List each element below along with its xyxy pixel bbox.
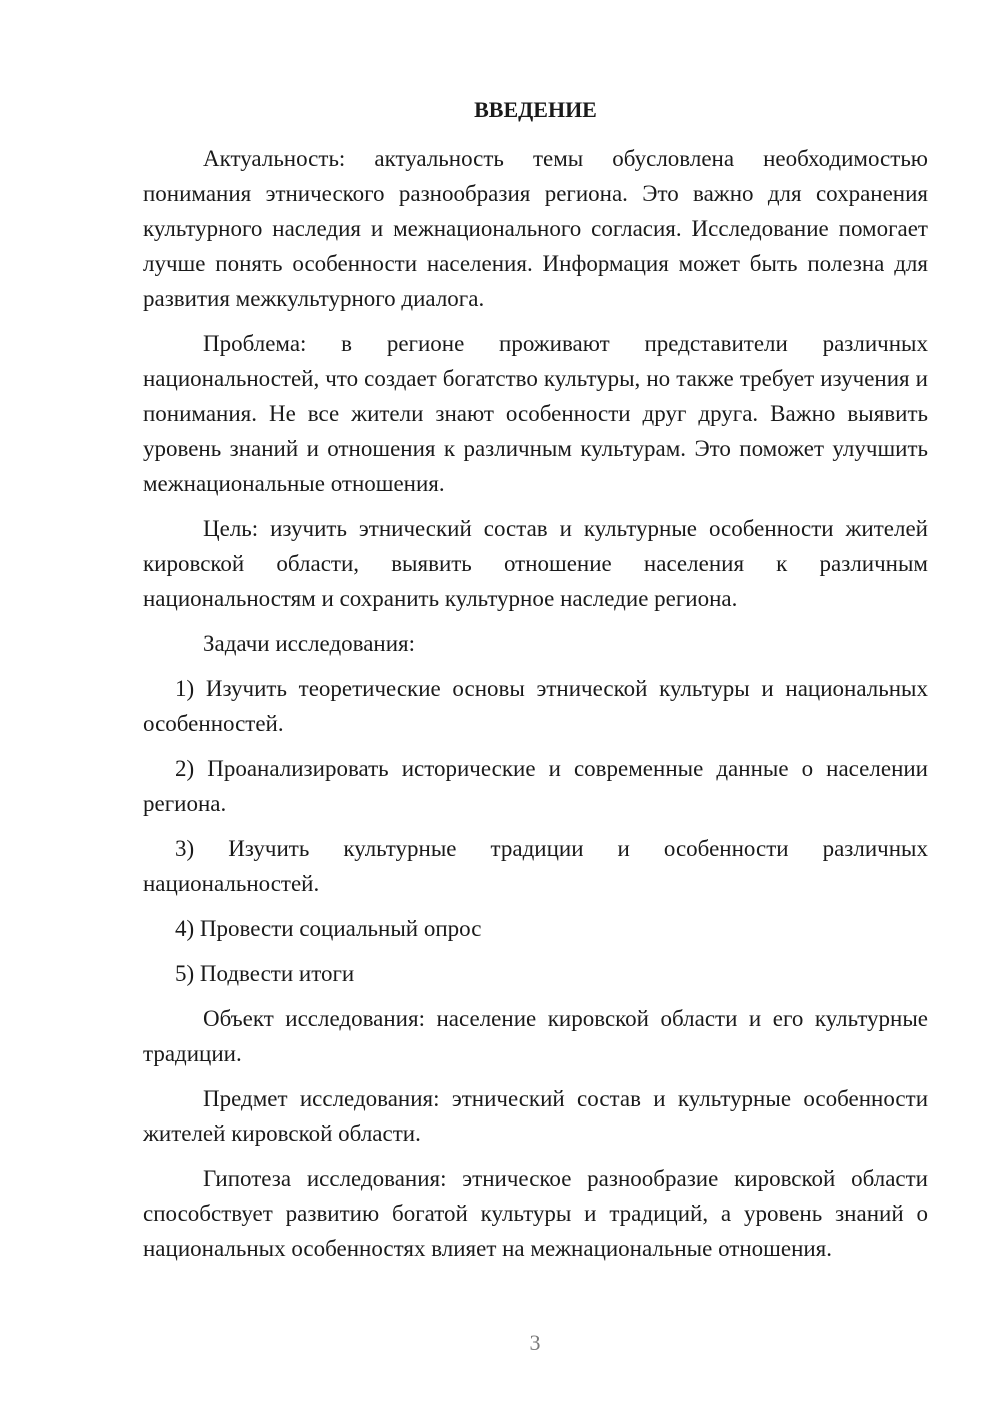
section-title: ВВЕДЕНИЕ [474,97,597,122]
page-number: 3 [529,1330,541,1355]
task-item: 4) Провести социальный опрос [175,916,482,941]
goal-paragraph: Цель: изучить этнический состав и культурные особенности жителей кировской области, выявить отношение населения к различным национальностям и сохранить культурное наследие региона. [143,516,928,611]
task-item: 2) Проанализировать исторические и современные данные о населении региона. [143,756,928,816]
document-body [143,92,928,1266]
task-item: 5) Подвести итоги [175,961,355,986]
tasks-heading: Задачи исследования: [203,631,416,656]
relevance-paragraph: Актуальность: актуальность темы обусловлена необходимостью понимания этнического разнообразия региона. Это важно для сохранения культурного наследия и межнационального согласия. Исследование помогает лучше понять особенности населения. Информация может быть полезна для развития межкультурного диалога. [143,146,928,311]
subject-paragraph: Предмет исследования: этнический состав и культурные особенности жителей кировской области. [143,1086,928,1146]
object-paragraph: Объект исследования: население кировской области и его культурные традиции. [143,1006,928,1066]
problem-paragraph: Проблема: в регионе проживают представители различных национальностей, что создает богатство культуры, но также требует изучения и понимания. Не все жители знают особенности друг друга. Важно выявить уровень знаний и отношения к различным культурам. Это поможет улучшить межнациональные отношения. [143,331,928,496]
hypothesis-paragraph: Гипотеза исследования: этническое разнообразие кировской области способствует развитию богатой культуры и традиций, а уровень знаний о национальных особенностях влияет на межнациональные отношения. [143,1166,928,1261]
task-item: 1) Изучить теоретические основы этнической культуры и национальных особенностей. [143,676,928,736]
task-item: 3) Изучить культурные традиции и особенности различных национальностей. [143,836,928,896]
